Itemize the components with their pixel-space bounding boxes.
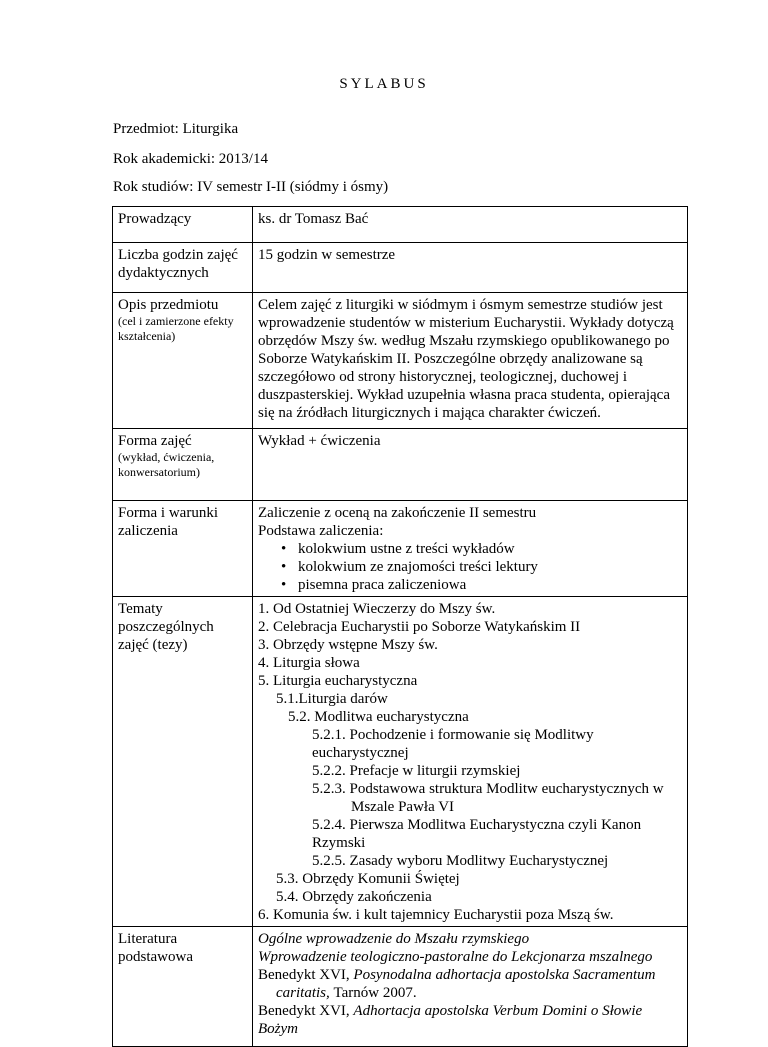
table-row: [113, 429, 688, 501]
list-item: 5.2.3. Podstawowa struktura Modlitw eucharystycznych w: [312, 781, 664, 797]
assessment-value: [253, 501, 688, 597]
list-item: 4. Liturgia słowa: [258, 655, 360, 671]
assessment-label: Forma i warunki zaliczenia: [113, 501, 253, 597]
study-year-line: Rok studiów: IV semestr I-II (siódmy i ósmy): [113, 179, 389, 195]
list-item: 5. Liturgia eucharystyczna: [258, 673, 418, 689]
list-item: 2. Celebracja Eucharystii po Soborze Watykańskim II: [258, 619, 581, 635]
literature-value: [253, 927, 688, 1047]
table-row: [113, 597, 688, 927]
subject-line: Przedmiot: Liturgika: [113, 121, 239, 137]
list-item: 5.2. Modlitwa eucharystyczna: [288, 709, 469, 725]
literature-item-3-author: Benedykt XVI,: [258, 967, 354, 983]
document-title: SYLABUS: [339, 76, 429, 92]
list-item: • kolokwium ze znajomości treści lektury: [298, 558, 681, 576]
literature-item-3-place: Tarnów 2007.: [333, 985, 417, 1001]
literature-item-1: Ogólne wprowadzenie do Mszału rzymskiego: [258, 931, 530, 947]
list-item: 1. Od Ostatniej Wieczerzy do Mszy św.: [258, 601, 496, 617]
list-item: 5.2.1. Pochodzenie i formowanie się Modlitwy eucharystycznej: [312, 727, 594, 761]
assessment-line-1: Zaliczenie z oceną na zakończenie II semestru: [258, 505, 537, 521]
table-row: [113, 207, 688, 243]
literature-item-3-title-cont: caritatis,: [276, 985, 334, 1001]
table-row: [113, 927, 688, 1047]
literature-item-4-author: Benedykt XVI,: [258, 1003, 354, 1019]
description-sublabel: (cel i zamierzone efekty kształcenia): [118, 314, 234, 343]
lecturer-value: ks. dr Tomasz Bać: [253, 207, 688, 243]
list-item: 5.4. Obrzędy zakończenia: [276, 889, 432, 905]
table-row: [113, 243, 688, 293]
description-label: Opis przedmiotu: [118, 297, 219, 313]
form-label-cell: [113, 429, 253, 501]
table-row: [113, 293, 688, 429]
list-item: • kolokwium ustne z treści wykładów: [298, 540, 681, 558]
literature-label: Literatura podstawowa: [113, 927, 253, 1047]
list-item: 6. Komunia św. i kult tajemnicy Eucharystii poza Mszą św.: [258, 907, 614, 923]
topics-value: [253, 597, 688, 927]
list-item: 5.2.2. Prefacje w liturgii rzymskiej: [312, 763, 521, 779]
hours-label: Liczba godzin zajęć dydaktycznych: [113, 243, 253, 293]
academic-year-line: Rok akademicki: 2013/14: [113, 151, 268, 167]
literature-item-4: [258, 1002, 681, 1038]
description-label-cell: [113, 293, 253, 429]
description-value: Celem zajęć z liturgiki w siódmym i ósmym semestrze studiów jest wprowadzenie studentów w misterium Eucharystii. Wykłady dotyczą obrzędów Mszy św. według Mszału rzymskiego opublikowanego po Soborze Watykańskim II. Poszczególne obrzędy analizowane są szczegółowo od strony historycznej, teologicznej, duchowej i duszpasterskiej. Wykład uzupełnia własna praca studenta, opierająca się na źródłach liturgicznych i mająca charakter ćwiczeń.: [253, 293, 688, 429]
topics-label: Tematy poszczególnych zajęć (tezy): [113, 597, 253, 927]
list-item: 5.2.4. Pierwsza Modlitwa Eucharystyczna czyli Kanon Rzymski: [312, 817, 642, 851]
list-item: • pisemna praca zaliczeniowa: [298, 576, 681, 594]
list-item: 3. Obrzędy wstępne Mszy św.: [258, 637, 438, 653]
table-row: [113, 501, 688, 597]
lecturer-label: Prowadzący: [113, 207, 253, 243]
literature-item-2: Wprowadzenie teologiczno-pastoralne do Lekcjonarza mszalnego: [258, 949, 653, 965]
literature-item-4-title: Adhortacja apostolska Verbum Domini o Słowie Bożym: [258, 1003, 643, 1037]
literature-item-3-title: Posynodalna adhortacja apostolska Sacramentum: [353, 967, 656, 983]
assessment-line-2: Podstawa zaliczenia:: [258, 523, 384, 539]
form-sublabel: (wykład, ćwiczenia, konwersatorium): [118, 450, 215, 479]
assessment-bullets: [258, 540, 681, 594]
list-item: 5.2.5. Zasady wyboru Modlitwy Eucharystycznej: [312, 853, 609, 869]
literature-item-3: [258, 966, 681, 984]
syllabus-table: [112, 206, 688, 1047]
list-item: 5.3. Obrzędy Komunii Świętej: [276, 871, 460, 887]
hours-value: 15 godzin w semestrze: [253, 243, 688, 293]
form-value: Wykład + ćwiczenia: [253, 429, 688, 501]
literature-item-3-cont: [258, 984, 681, 1002]
form-label: Forma zajęć: [118, 433, 192, 449]
list-item: 5.1.Liturgia darów: [276, 691, 388, 707]
list-item: Mszale Pawła VI: [351, 799, 455, 815]
